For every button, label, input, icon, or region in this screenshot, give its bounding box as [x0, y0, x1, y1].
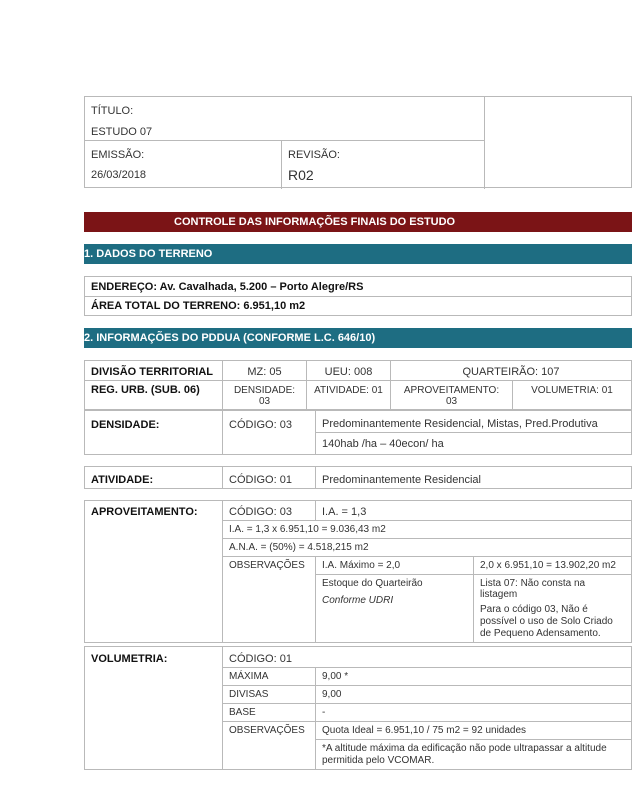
densidade-valor: 140hab /ha – 40econ/ ha — [316, 433, 632, 455]
maxima-label: MÁXIMA — [223, 668, 316, 686]
volumetria-label: VOLUMETRIA: — [85, 647, 223, 770]
aproveitamento-obs-label: OBSERVAÇÕES — [223, 557, 316, 643]
vol-nota-cell: *A altitude máxima da edificação não pode ultrapassar a altitude permitida pelo VCOMAR. — [316, 740, 632, 770]
endereco-cell: ENDEREÇO: Av. Cavalhada, 5.200 – Porto Alegre/RS — [85, 277, 632, 297]
base-value: - — [316, 704, 632, 722]
divisao-label: DIVISÃO TERRITORIAL — [85, 361, 223, 381]
banner-title: CONTROLE DAS INFORMAÇÕES FINAIS DO ESTUDO — [174, 216, 456, 228]
conforme-text: Conforme UDRI — [322, 595, 394, 606]
volumetria-code: VOLUMETRIA: 01 — [513, 381, 632, 410]
atividade-table — [84, 466, 632, 489]
banner-bar — [84, 212, 632, 232]
estoque-cell — [316, 575, 474, 643]
revisao-cell — [282, 141, 485, 189]
emissao-value: 26/03/2018 — [91, 169, 147, 181]
emissao-cell — [85, 141, 282, 189]
aproveitamento-label: APROVEITAMENTO: — [85, 501, 223, 643]
base-label: BASE — [223, 704, 316, 722]
densidade-table — [84, 410, 632, 455]
section2-bar — [84, 328, 632, 348]
terreno-table — [84, 276, 632, 316]
revisao-value: R02 — [288, 167, 314, 183]
titulo-cell — [85, 97, 485, 141]
volumetria-table — [84, 646, 632, 770]
pddua-table — [84, 360, 632, 410]
aproveitamento-table — [84, 500, 632, 643]
lista-cell — [474, 575, 632, 643]
vol-obs-label: OBSERVAÇÕES — [223, 722, 316, 770]
titulo-label: TÍTULO: — [91, 105, 134, 117]
aproveitamento-codigo: CÓDIGO: 03 — [223, 501, 316, 521]
header-block — [84, 96, 632, 188]
area-cell: ÁREA TOTAL DO TERRENO: 6.951,10 m2 — [85, 297, 632, 316]
densidade-desc: Predominantemente Residencial, Mistas, Pred.Produtiva — [316, 411, 632, 433]
volumetria-codigo: CÓDIGO: 01 — [223, 647, 632, 668]
quota-cell: Quota Ideal = 6.951,10 / 75 m2 = 92 unidades — [316, 722, 632, 740]
lista-text: Lista 07: Não consta na listagem — [480, 578, 586, 600]
densidade-label: DENSIDADE: — [85, 411, 223, 455]
aproveitamento-ana: A.N.A. = (50%) = 4.518,215 m2 — [223, 539, 632, 557]
quarteirao-cell: QUARTEIRÃO: 107 — [391, 361, 632, 381]
emissao-label: EMISSÃO: — [91, 149, 145, 161]
section2-title: 2. INFORMAÇÕES DO PDDUA (CONFORME L.C. 646/10) — [84, 332, 376, 344]
section1-title: 1. DADOS DO TERRENO — [84, 248, 213, 260]
ia-max-calc: 2,0 x 6.951,10 = 13.902,20 m2 — [474, 557, 632, 575]
atividade-desc: Predominantemente Residencial — [316, 467, 632, 489]
aproveitamento-code: APROVEITAMENTO: 03 — [391, 381, 513, 410]
divisas-value: 9,00 — [316, 686, 632, 704]
ueu-cell: UEU: 008 — [307, 361, 391, 381]
revisao-label: REVISÃO: — [288, 149, 340, 161]
densidade-codigo: CÓDIGO: 03 — [223, 411, 316, 455]
maxima-value: 9,00 * — [316, 668, 632, 686]
nota-text: Para o código 03, Não é possível o uso de Solo Criado de Pequeno Adensamento. — [480, 604, 613, 639]
titulo-value: ESTUDO 07 — [91, 126, 153, 138]
atividade-label: ATIVIDADE: — [85, 467, 223, 489]
reg-label: REG. URB. (SUB. 06) — [85, 381, 223, 410]
atividade-codigo: CÓDIGO: 01 — [223, 467, 316, 489]
atividade-code: ATIVIDADE: 01 — [307, 381, 391, 410]
ia-max: I.A. Máximo = 2,0 — [316, 557, 474, 575]
mz-cell: MZ: 05 — [223, 361, 307, 381]
densidade-code: DENSIDADE: 03 — [223, 381, 307, 410]
divisas-label: DIVISAS — [223, 686, 316, 704]
estoque-text: Estoque do Quarteirão — [322, 578, 423, 589]
section1-bar — [84, 244, 632, 264]
aproveitamento-ia: I.A. = 1,3 — [316, 501, 632, 521]
aproveitamento-calc: I.A. = 1,3 x 6.951,10 = 9.036,43 m2 — [223, 521, 632, 539]
